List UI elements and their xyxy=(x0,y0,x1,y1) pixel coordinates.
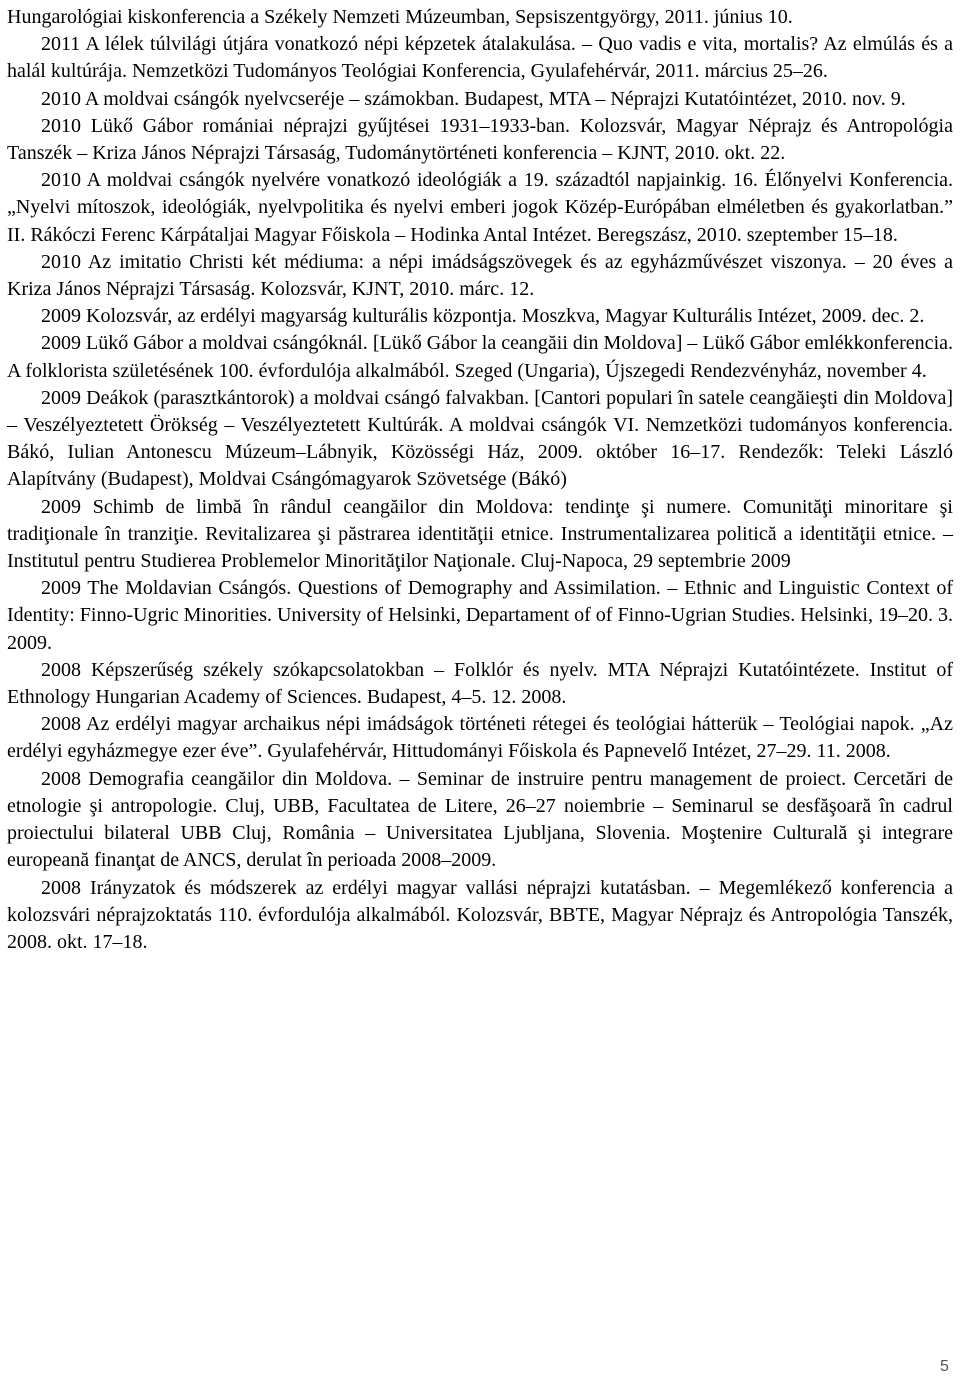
entry-2009-luko-gabor-csangoknal: 2009 Lükő Gábor a moldvai csángóknál. [Lükő Gábor la ceangăii din Moldova] – Lükő Gábor emlékkonferencia. A folklorista születésének 100. évfordulója alkalmából. Szeged (Ungaria), Újszegedi Rendezvényház, november 4. xyxy=(7,332,953,382)
entry-2010-nyelvi-ideologiak: 2010 A moldvai csángók nyelvére vonatkozó ideológiák a 19. századtól napjainkig. 16. Élőnyelvi Konferencia. „Nyelvi mítoszok, ideológiák, nyelvpolitika és nyelvi emberi jogok Közép-Európában elméletben és gyakorlatban.” II. Rákóczi Ferenc Kárpátaljai Magyar Főiskola – Hodinka Antal Intézet. Beregszász, 2010. szeptember 15–18. xyxy=(7,169,953,246)
document-body xyxy=(7,4,953,956)
page-number: 5 xyxy=(940,1358,949,1375)
entry-2010-imitatio-christi: 2010 Az imitatio Christi két médiuma: a népi imádságszövegek és az egyházművészet viszonya. – 20 éves a Kriza János Néprajzi Társaság. Kolozsvár, KJNT, 2010. márc. 12. xyxy=(7,250,953,301)
entry-2009-schimb-de-limba: 2009 Schimb de limbă în rândul ceangăilor din Moldova: tendinţe şi numere. Comunităţi minoritare şi tradiţionale în tranziţie. Revitalizarea şi păstrarea identităţii etnice. Instrumentalizarea politică a identităţii etnice. – Institutul pentru Studierea Problemelor Minorităţilor Naţionale. Cluj-Napoca, 29 septembrie 2009 xyxy=(7,495,953,573)
entry-2009-kolozsvar-kulturalis-kozpont: 2009 Kolozsvár, az erdélyi magyarság kulturális központja. Moszkva, Magyar Kulturális Intézet, 2009. dec. 2. xyxy=(41,305,925,328)
entry-2009-moldavian-csangos: 2009 The Moldavian Csángós. Questions of Demography and Assimilation. – Ethnic and Linguistic Context of Identity: Finno-Ugric Minorities. University of Helsinki, Departament of of Finno-Ugrian Studies. Helsinki, 19–20. 3. 2009. xyxy=(7,577,953,654)
entry-2010-nyelvcsere-szamokban: 2010 A moldvai csángók nyelvcseréje – számokban. Budapest, MTA – Néprajzi Kutatóintézet, 2010. nov. 9. xyxy=(41,87,906,110)
entry-2009-deakok: 2009 Deákok (parasztkántorok) a moldvai csángó falvakban. [Cantori populari în satele ceangăieşti din Moldova] – Veszélyeztetett Örökség – Veszélyeztetett Kultúrák. A moldvai csángók VI. Nemzetközi tudományos konferencia. Bákó, Iulian Antonescu Múzeum–Lábnyik, Közösségi Ház, 2009. október 16–17. Rendezők: Teleki László Alapítvány (Budapest), Moldvai Csángómagyarok Szövetsége (Bákó) xyxy=(7,386,953,491)
entry-2011-lelek-tulvilagi-utja: 2011 A lélek túlvilági útjára vonatkozó népi képzetek átalakulása. – Quo vadis e vita, mortalis? Az elmúlás és a halál kultúrája. Nemzetközi Tudományos Teológiai Konferencia, Gyulafehérvár, 2011. március 25–26. xyxy=(7,33,953,83)
entry-2008-kepszeruseg: 2008 Képszerűség székely szókapcsolatokban – Folklór és nyelv. MTA Néprajzi Kutatóintézete. Institut of Ethnology Hungarian Academy of Sciences. Budapest, 4–5. 12. 2008. xyxy=(7,658,953,709)
entry-2008-archaikus-imadsagok: 2008 Az erdélyi magyar archaikus népi imádságok történeti rétegei és teológiai hátterük – Teológiai napok. „Az erdélyi egyházmegye ezer éve”. Gyulafehérvár, Hittudományi Főiskola és Papnevelő Intézet, 27–29. 11. 2008. xyxy=(7,713,953,763)
entry-2008-iranyzatok-modszerek: 2008 Irányzatok és módszerek az erdélyi magyar vallási néprajzi kutatásban. – Megemlékező konferencia a kolozsvári néprajzoktatás 110. évfordulója alkalmából. Kolozsvár, BBTE, Magyar Néprajz és Antropológia Tanszék, 2008. okt. 17–18. xyxy=(7,876,953,953)
entry-2010-luko-gabor-gyujtesei: 2010 Lükő Gábor romániai néprajzi gyűjtései 1931–1933-ban. Kolozsvár, Magyar Néprajz és Antropológia Tanszék – Kriza János Néprajzi Társaság, Tudománytörténeti konferencia – KJNT, 2010. okt. 22. xyxy=(7,114,953,165)
entry-continuation: Hungarológiai kiskonferencia a Székely Nemzeti Múzeumban, Sepsiszentgyörgy, 2011. június 10. xyxy=(7,6,793,28)
entry-2008-demografia-ceangailor: 2008 Demografia ceangăilor din Moldova. – Seminar de instruire pentru management de proiect. Cercetări de etnologie şi antropologie. Cluj, UBB, Facultatea de Litere, 26–27 noiembrie – Seminarul se desfăşoară în cadrul proiectului bilateral UBB Cluj, România – Universitatea Ljubljana, Slovenia. Moştenire Culturală şi integrare europeană finanţat de ANCS, derulat în perioada 2008–2009. xyxy=(7,767,953,872)
